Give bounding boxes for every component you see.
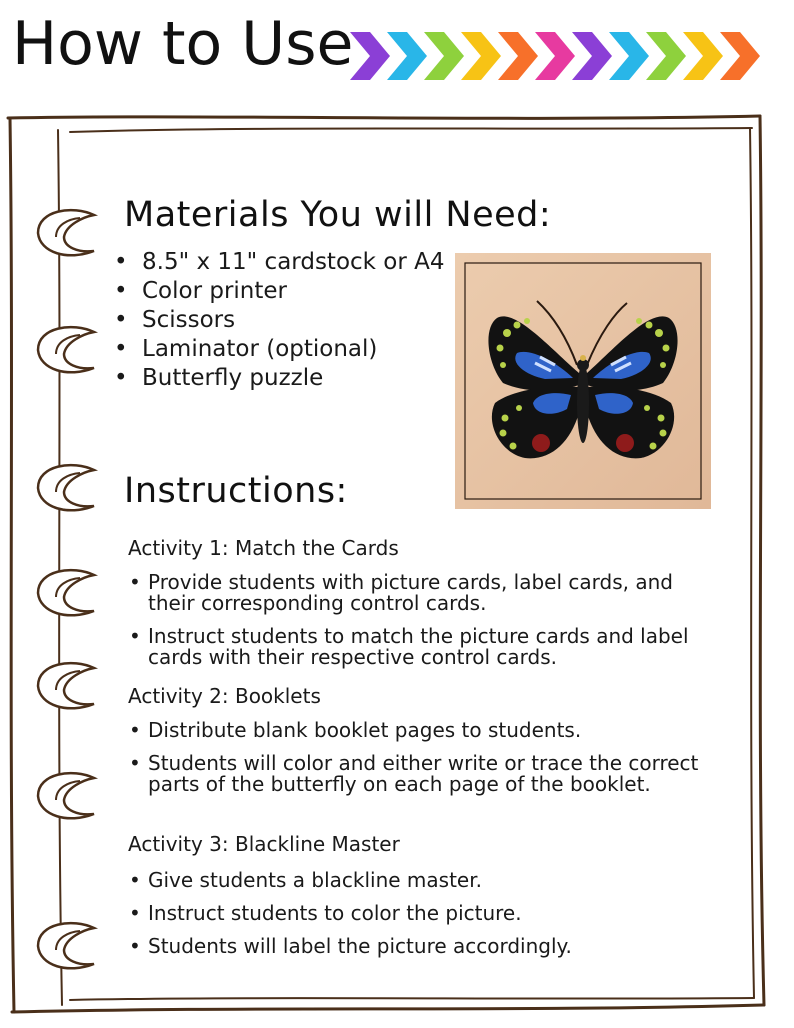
list-item: • Laminator (optional) (112, 335, 445, 364)
binder-ring-icon (28, 555, 108, 625)
butterfly-puzzle-image (455, 253, 711, 509)
chevron-icon (461, 32, 501, 80)
list-item: • Give students a blackline master. (128, 870, 708, 891)
materials-list (112, 248, 445, 393)
activity-title: Activity 1: Match the Cards (128, 536, 399, 560)
list-item: • Instruct students to match the picture cards and label cards with their respective control cards. (128, 626, 708, 668)
chevron-icon (646, 32, 686, 80)
list-item: • Students will label the picture accordingly. (128, 936, 708, 957)
chevron-decoration (350, 26, 770, 86)
instructions-heading: Instructions: (124, 471, 348, 511)
chevron-icon (498, 32, 538, 80)
list-item: • Distribute blank booklet pages to students. (128, 720, 708, 741)
binder-ring-icon (28, 450, 108, 520)
list-item: • Scissors (112, 306, 445, 335)
chevron-icon (424, 32, 464, 80)
list-item: • Butterfly puzzle (112, 364, 445, 393)
binder-ring-icon (28, 195, 108, 265)
list-item: • 8.5" x 11" cardstock or A4 (112, 248, 445, 277)
chevron-icon (609, 32, 649, 80)
chevron-icon (683, 32, 723, 80)
chevron-icon (387, 32, 427, 80)
chevron-icon (535, 32, 575, 80)
chevron-icon (350, 32, 390, 80)
list-item: • Students will color and either write or trace the correct parts of the butterfly on each page of the booklet. (128, 753, 708, 795)
binder-ring-icon (28, 312, 108, 382)
binder-ring-icon (28, 758, 108, 828)
list-item: • Color printer (112, 277, 445, 306)
chevron-icon (572, 32, 612, 80)
chevron-icon (720, 32, 760, 80)
activity-list (128, 870, 708, 969)
materials-heading: Materials You will Need: (124, 195, 552, 235)
activity-list (128, 720, 708, 807)
list-item: • Instruct students to color the picture. (128, 903, 708, 924)
activity-title: Activity 3: Blackline Master (128, 832, 400, 856)
activity-title: Activity 2: Booklets (128, 684, 321, 708)
activity-list (128, 572, 708, 680)
binder-ring-icon (28, 908, 108, 978)
binder-ring-icon (28, 648, 108, 718)
list-item: • Provide students with picture cards, label cards, and their corresponding control cards. (128, 572, 708, 614)
page-title: How to Use (12, 9, 354, 79)
